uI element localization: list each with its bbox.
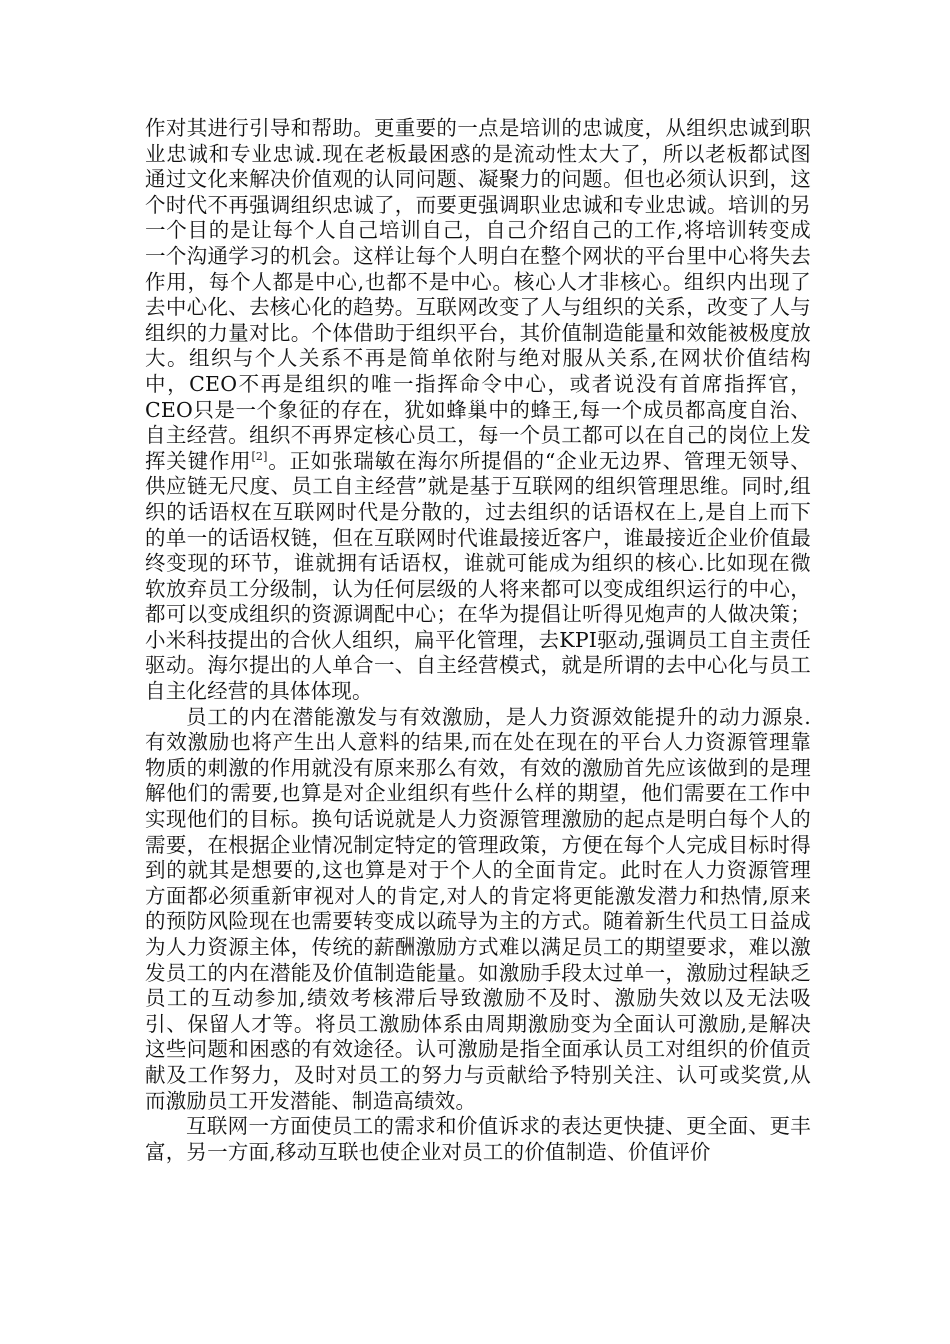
- paragraph-1: [145, 116, 811, 705]
- citation-ref: [2]: [251, 449, 268, 463]
- paragraph-3: 互联网一方面使员工的需求和价值诉求的表达更快捷、更全面、更丰富，另一方面,移动互联也使企业对员工的价值制造、价值评价: [145, 1114, 811, 1164]
- document-body: [145, 116, 811, 1165]
- paragraph-1-text-before-ref: 作对其进行引导和帮助。更重要的一点是培训的忠诚度，从组织忠诚到职业忠诚和专业忠诚.现在老板最困惑的是流动性太大了，所以老板都试图通过文化来解决价值观的认同问题、凝聚力的问题。但也必须认识到，这个时代不再强调组织忠诚了，而要更强调职业忠诚和专业忠诚。培训的另一个目的是让每个人自己培训自己，自己介绍自己的工作,将培训转变成一个沟通学习的机会。这样让每个人明白在整个网状的平台里中心将失去作用，每个人都是中心,也都不是中心。核心人才非核心。组织内出现了去中心化、去核心化的趋势。互联网改变了人与组织的关系，改变了人与组织的力量对比。个体借助于组织平台，其价值制造能量和效能被极度放大。组织与个人关系不再是简单依附与绝对服从关系,在网状价值结构中，CEO不再是组织的唯一指挥命令中心，或者说没有首席指挥官，CEO只是一个象征的存在，犹如蜂巢中的蜂王,每一个成员都高度自治、自主经营。组织不再界定核心员工，每一个员工都可以在自己的岗位上发挥关键作用: [145, 116, 811, 473]
- paragraph-2: 员工的内在潜能激发与有效激励，是人力资源效能提升的动力源泉.有效激励也将产生出人意料的结果,而在处在现在的平台人力资源管理靠物质的刺激的作用就没有原来那么有效，有效的激励首先应该做到的是理解他们的需要,也算是对企业组织有些什么样的期望，他们需要在工作中实现他们的目标。换句话说就是人力资源管理激励的起点是明白每个人的需要，在根据企业情况制定特定的管理政策，方便在每个人完成目标时得到的就其是想要的,这也算是对于个人的全面肯定。此时在人力资源管理方面都必须重新审视对人的肯定,对人的肯定将更能激发潜力和热情,原来的预防风险现在也需要转变成以疏导为主的方式。随着新生代员工日益成为人力资源主体，传统的薪酬激励方式难以满足员工的期望要求，难以激发员工的内在潜能及价值制造能量。如激励手段太过单一，激励过程缺乏员工的互动参加,绩效考核滞后导致激励不及时、激励失效以及无法吸引、保留人才等。将员工激励体系由周期激励变为全面认可激励,是解决这些问题和困惑的有效途径。认可激励是指全面承认员工对组织的价值贡献及工作努力，及时对员工的努力与贡献给予特别关注、认可或奖赏,从而激励员工开发潜能、制造高绩效。: [145, 704, 811, 1113]
- paragraph-1-text-after-ref: 。正如张瑞敏在海尔所提倡的“企业无边界、管理无领导、供应链无尺度、员工自主经营”就是基于互联网的组织管理思维。同时,组织的话语权在互联网时代是分散的，过去组织的话语权在上,是自上而下的单一的话语权链，但在互联网时代谁最接近客户，谁最接近企业价值最终变现的环节，谁就拥有话语权，谁就可能成为组织的核心.比如现在微软放弃员工分级制，认为任何层级的人将来都可以变成组织运行的中心，都可以变成组织的资源调配中心；在华为提倡让听得见炮声的人做决策；小米科技提出的合伙人组织，扁平化管理，去KPI驱动,强调员工自主责任驱动。海尔提出的人单合一、自主经营模式，就是所谓的去中心化与员工自主化经营的具体体现。: [145, 448, 812, 704]
